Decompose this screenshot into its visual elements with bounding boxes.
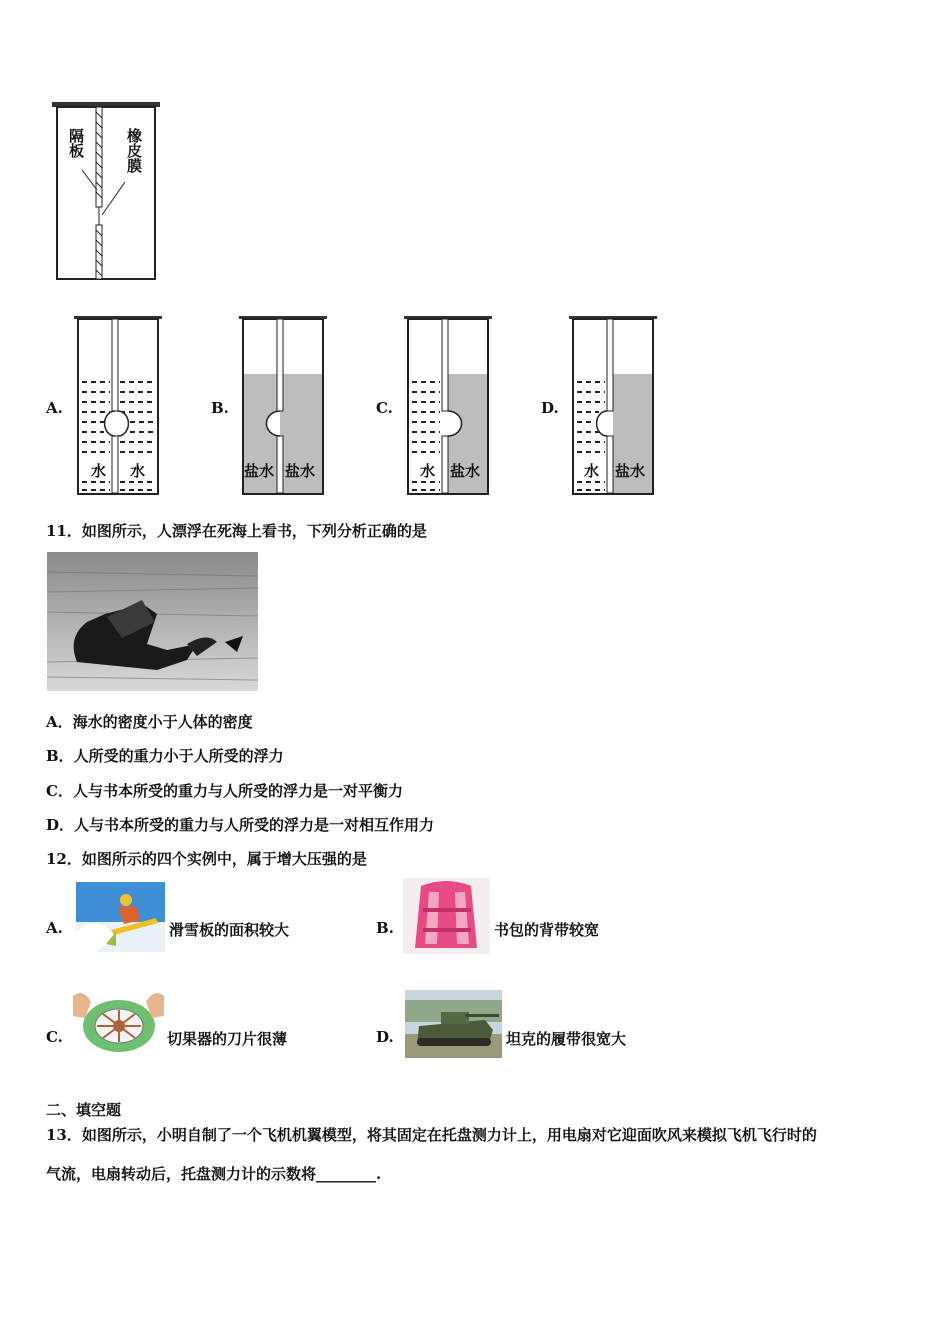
- q11-option-c[interactable]: C．人与书本所受的重力与人所受的浮力是一对平衡力: [46, 782, 403, 800]
- beaker-d-right-liquid: 盐水: [615, 462, 646, 480]
- q10-option-b-letter[interactable]: B.: [211, 399, 229, 417]
- q13-line2: [46, 1163, 381, 1184]
- q12-option-a-letter[interactable]: A.: [46, 919, 63, 937]
- q10-option-d-diagram[interactable]: [569, 314, 659, 499]
- q12-option-b-letter[interactable]: B.: [376, 919, 394, 937]
- q13-answer-blank[interactable]: ________: [316, 1165, 377, 1183]
- q10-option-d-letter[interactable]: D.: [541, 399, 559, 417]
- section-heading: 二、填空题: [46, 1101, 122, 1119]
- q10-option-c-letter[interactable]: C.: [376, 399, 393, 417]
- q13-line2-text: 气流，电扇转动后，托盘测力计的示数将: [46, 1165, 317, 1183]
- beaker-d-left-liquid: 水: [584, 462, 600, 480]
- q11-option-d[interactable]: D．人与书本所受的重力与人所受的浮力是一对相互作用力: [46, 816, 435, 834]
- beaker-a-right-liquid: 水: [130, 462, 146, 480]
- q11-stem: 11．如图所示，人漂浮在死海上看书，下列分析正确的是: [46, 522, 427, 540]
- beaker-c-right-liquid: 盐水: [450, 462, 481, 480]
- beaker-c-svg: [404, 314, 494, 499]
- beaker-a-left-liquid: 水: [91, 462, 107, 480]
- dead-sea-photo: [47, 552, 258, 691]
- q12-option-b-text[interactable]: 书包的背带较宽: [494, 921, 600, 939]
- q12-stem: 12．如图所示的四个实例中，属于增大压强的是: [46, 850, 367, 868]
- beaker-d-svg: [569, 314, 659, 499]
- membrane-label: 橡皮膜: [125, 128, 143, 173]
- q13-line2-end: .: [376, 1165, 382, 1183]
- beaker-c-left-liquid: 水: [420, 462, 436, 480]
- q10-option-a-diagram[interactable]: [74, 314, 164, 499]
- q11-option-a[interactable]: A．海水的密度小于人体的密度: [46, 713, 253, 731]
- q13-line1: 13．如图所示，小明自制了一个飞机机翼模型，将其固定在托盘测力计上，用电扇对它迎面吹风来模拟飞机飞行时的: [46, 1126, 817, 1144]
- backpack-photo: [403, 878, 490, 954]
- q12-option-c-text[interactable]: 切果器的刀片很薄: [167, 1030, 288, 1048]
- beaker-b-right-liquid: 盐水: [285, 462, 316, 480]
- q11-option-b[interactable]: B．人所受的重力小于人所受的浮力: [46, 747, 284, 765]
- partition-label: 隔板: [67, 128, 85, 158]
- skier-photo: [76, 882, 165, 952]
- q10-option-c-diagram[interactable]: [404, 314, 494, 499]
- q12-option-d-text[interactable]: 坦克的履带很宽大: [506, 1030, 627, 1048]
- beaker-b-left-liquid: 盐水: [244, 462, 275, 480]
- beaker-a-svg: [74, 314, 164, 499]
- fruit-cutter-photo: [73, 988, 164, 1058]
- q12-option-c-letter[interactable]: C.: [46, 1028, 63, 1046]
- tank-photo: [405, 990, 502, 1058]
- q10-option-a-letter[interactable]: A.: [46, 399, 63, 417]
- q12-option-d-letter[interactable]: D.: [376, 1028, 394, 1046]
- q12-option-a-text[interactable]: 滑雪板的面积较大: [169, 921, 290, 939]
